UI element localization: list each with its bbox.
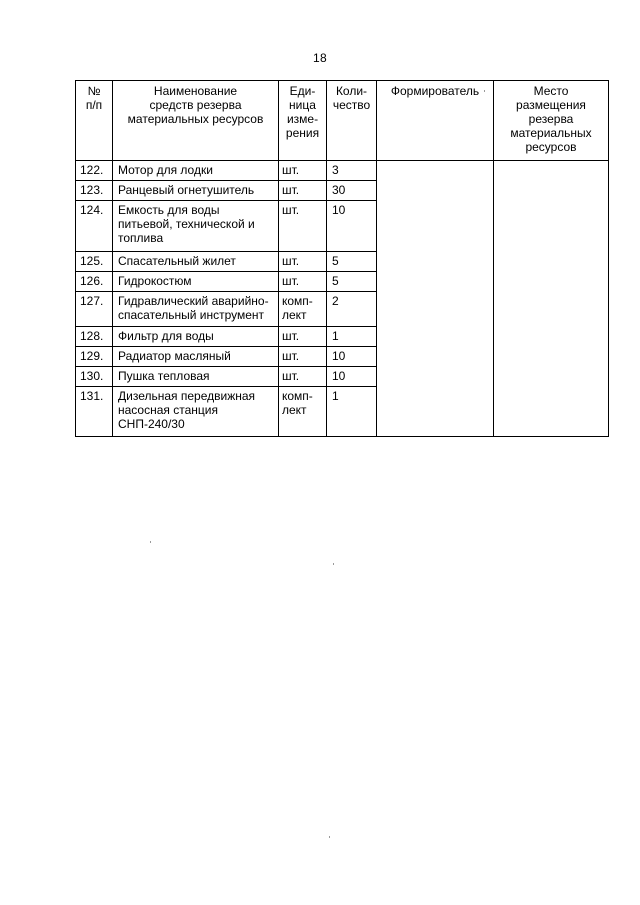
row-quantity: 5 <box>327 252 377 272</box>
header-number: № п/п <box>76 81 113 161</box>
row-name: Мотор для лодки <box>113 161 279 181</box>
row-quantity: 3 <box>327 161 377 181</box>
row-name: Емкость для воды питьевой, технической и топлива <box>113 201 279 252</box>
row-quantity: 30 <box>327 181 377 201</box>
table-header-row <box>76 81 609 161</box>
row-name: Гидравлический аварийно- спасательный инструмент <box>113 292 279 327</box>
header-name: Наименование средств резерва материальных ресурсов <box>113 81 279 161</box>
row-number: 129. <box>76 347 113 367</box>
row-quantity: 5 <box>327 272 377 292</box>
row-unit: шт. <box>279 252 327 272</box>
row-number: 125. <box>76 252 113 272</box>
location-cell <box>494 161 609 437</box>
row-name: Фильтр для воды <box>113 327 279 347</box>
row-name: Пушка тепловая <box>113 367 279 387</box>
row-unit: шт. <box>279 272 327 292</box>
page-number: 18 <box>313 51 327 65</box>
table-row <box>76 161 609 181</box>
row-number: 130. <box>76 367 113 387</box>
former-cell <box>377 161 494 437</box>
row-unit: шт. <box>279 327 327 347</box>
row-quantity: 1 <box>327 327 377 347</box>
scan-mark <box>333 563 334 565</box>
row-name: Радиатор масляный <box>113 347 279 367</box>
scan-mark <box>484 90 485 92</box>
header-unit: Еди- ница изме- рения <box>279 81 327 161</box>
row-quantity: 1 <box>327 387 377 437</box>
row-unit: шт. <box>279 161 327 181</box>
row-unit: комп- лект <box>279 387 327 437</box>
row-unit: шт. <box>279 347 327 367</box>
header-quantity: Коли- чество <box>327 81 377 161</box>
row-name: Гидрокостюм <box>113 272 279 292</box>
row-number: 123. <box>76 181 113 201</box>
row-number: 126. <box>76 272 113 292</box>
row-name: Спасательный жилет <box>113 252 279 272</box>
row-quantity: 10 <box>327 201 377 252</box>
row-name: Дизельная передвижная насосная станция СНП-240/30 <box>113 387 279 437</box>
row-name: Ранцевый огнетушитель <box>113 181 279 201</box>
reserve-resources-table <box>75 80 609 437</box>
row-unit: шт. <box>279 367 327 387</box>
row-quantity: 10 <box>327 367 377 387</box>
row-number: 122. <box>76 161 113 181</box>
scan-mark <box>150 541 151 543</box>
header-location: Место размещения резерва материальных ресурсов <box>494 81 609 161</box>
row-unit: шт. <box>279 181 327 201</box>
row-unit: шт. <box>279 201 327 252</box>
scan-mark <box>329 836 330 838</box>
header-former: Формирователь <box>377 81 494 161</box>
row-number: 127. <box>76 292 113 327</box>
table-body <box>76 161 609 437</box>
row-number: 124. <box>76 201 113 252</box>
row-quantity: 10 <box>327 347 377 367</box>
row-quantity: 2 <box>327 292 377 327</box>
row-number: 131. <box>76 387 113 437</box>
row-number: 128. <box>76 327 113 347</box>
row-unit: комп- лект <box>279 292 327 327</box>
